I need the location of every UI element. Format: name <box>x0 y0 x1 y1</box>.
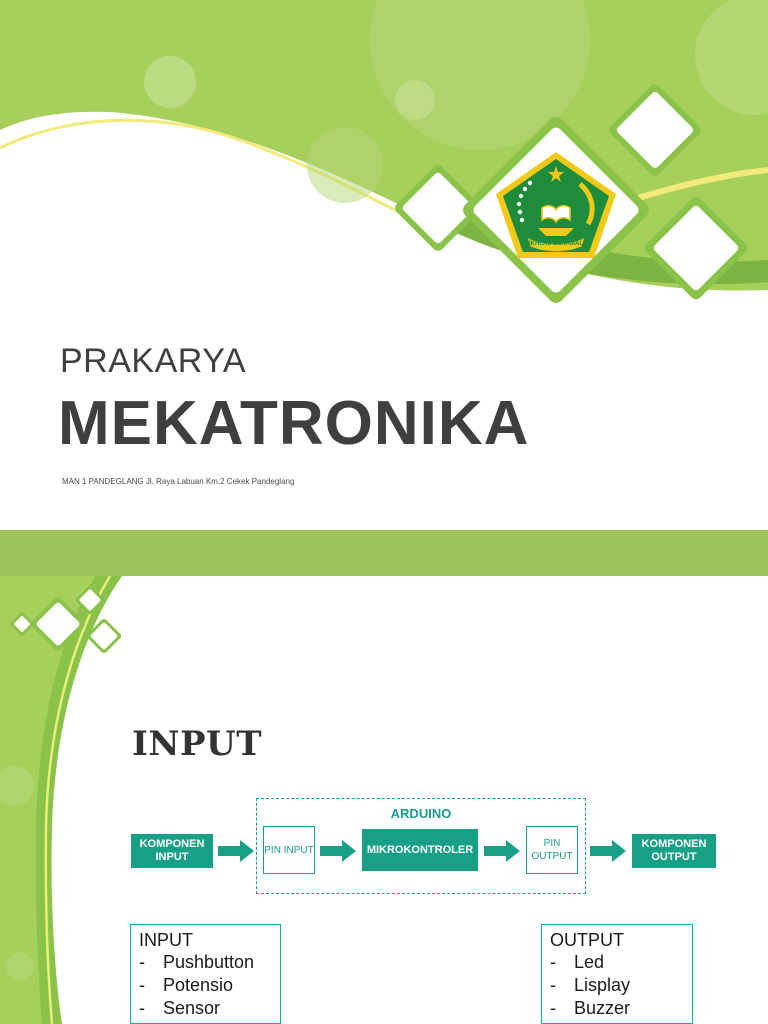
input-list-title: INPUT <box>139 930 193 950</box>
arrow-right-icon <box>484 840 520 862</box>
arrow-right-icon <box>320 840 356 862</box>
kemenag-logo-icon <box>492 150 620 262</box>
komponen-output-box: KOMPONEN OUTPUT <box>632 834 716 868</box>
list-item: - Led <box>550 952 605 972</box>
school-address: MAN 1 PANDEGLANG Jl. Raya Labuan Km.2 Cekek Pandeglang <box>62 477 295 486</box>
arrow-right-icon <box>218 840 254 862</box>
subject-title: PRAKARYA <box>60 342 247 380</box>
list-item: - Potensio <box>139 975 234 995</box>
section-heading: INPUT <box>132 724 262 764</box>
slide-separator <box>0 530 768 576</box>
pin-output-box: PIN OUTPUT <box>526 826 578 874</box>
output-list-title: OUTPUT <box>550 930 624 950</box>
list-item: - Buzzer <box>550 998 631 1018</box>
pin-input-box: PIN INPUT <box>263 826 315 874</box>
mikrokontroler-box: MIKROKONTROLER <box>362 829 478 871</box>
deco-circle <box>6 952 34 980</box>
list-item: - Sensor <box>139 998 221 1018</box>
arduino-label: ARDUINO <box>390 806 452 821</box>
logo-banner-text: IKHLAS BERAMAL <box>529 241 583 247</box>
arrow-right-icon <box>590 840 626 862</box>
deco-circle <box>307 127 383 203</box>
main-title: MEKATRONIKA <box>58 389 530 458</box>
list-item: - Pushbutton <box>139 952 255 972</box>
list-item: - Lisplay <box>550 975 631 995</box>
deco-circle <box>395 80 435 120</box>
komponen-input-box: KOMPONEN INPUT <box>131 834 213 868</box>
deco-circle <box>144 56 196 108</box>
input-list-box <box>130 924 281 1024</box>
output-list-box <box>541 924 693 1024</box>
